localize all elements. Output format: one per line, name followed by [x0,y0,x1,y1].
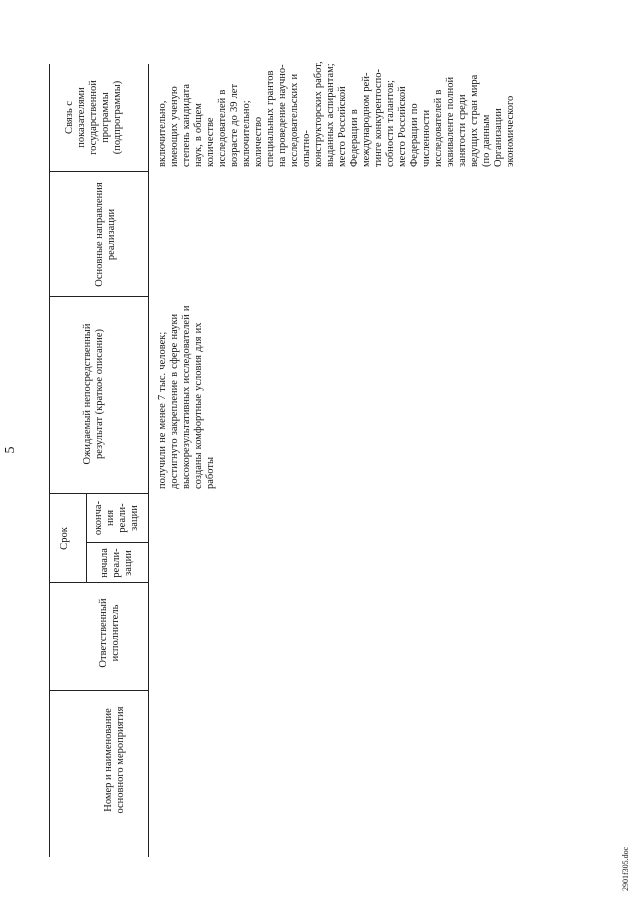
header-measure: Номер и наименование основного мероприятия [103,706,126,814]
term-subheader-border [86,494,87,583]
column-divider [49,690,148,691]
column-divider [49,171,148,172]
header-executor: Ответственный исполнитель [98,598,121,668]
header-term-end: оконча-ния реали-зации [93,500,140,536]
page-number: 5 [3,446,18,454]
table-header-bottom-border [148,64,149,857]
column-divider [49,296,148,297]
program-link-cell: включительно, имеющих ученую степень кандидата наук, в общем количестве исследователей в возрасте до 39 лет включительно; количество специальных грантов на проведение научно-исследовательских и опытно-конструкторских работ, выданных аспирантам; место Российской Федерации в международном рей-тинге конкурентоспо-собности талантов; место Российской Федерации по численности исследователей в эквиваленте полной занятости среди ведущих стран мира (по данным Организации экономического [157,61,516,167]
header-expected-result: Ожидаемый непосредственный результат (краткое описание) [82,323,105,465]
term-subcolumn-divider [86,542,148,543]
header-program-link: Связь с показателями государственной программы (подпрограммы) [64,80,123,155]
footer-code: 2901f305.doc [621,846,630,891]
table-top-border [49,64,50,857]
expected-result-cell: получили не менее 7 тыс. человек; достигнуто закрепление в сфере науки высокорезультативных исследователей и созданы комфортные условия для их работы [157,305,216,489]
header-term-start: начала реали-зации [99,548,134,578]
header-term: Срок [59,527,70,550]
header-main-directions: Основные направления реализации [94,182,117,287]
